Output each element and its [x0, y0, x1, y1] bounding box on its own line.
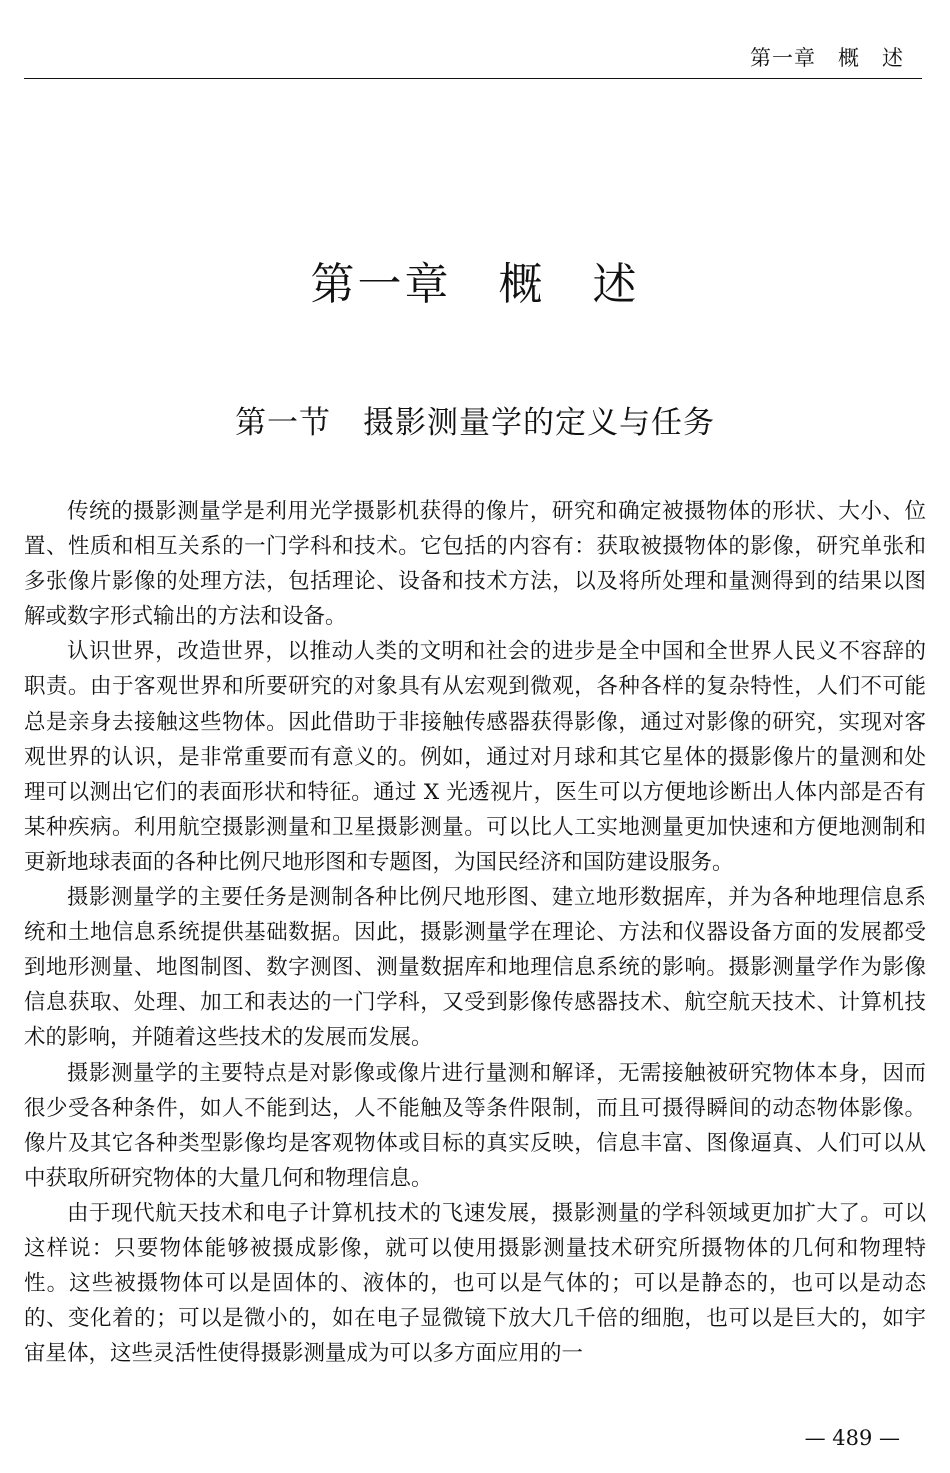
paragraph: 摄影测量学的主要特点是对影像或像片进行量测和解译，无需接触被研究物体本身，因而很少受各种条件，如人不能到达，人不能触及等条件限制，而且可摄得瞬间的动态物体影像。像片及其它各种类型影像均是客观物体或目标的真实反映，信息丰富、图像逼真、人们可以从中获取所研究物体的大量几何和物理信息。	[24, 1060, 926, 1191]
paragraph: 摄影测量学的主要任务是测制各种比例尺地形图、建立地形数据库，并为各种地理信息系统和土地信息系统提供基础数据。因此，摄影测量学在理论、方法和仪器设备方面的发展都受到地形测量、地图制图、数字测图、测量数据库和地理信息系统的影响。摄影测量学作为影像信息获取、处理、加工和表达的一门学科，又受到影像传感器技术、航空航天技术、计算机技术的影响，并随着这些技术的发展而发展。	[24, 885, 926, 1051]
paragraph: 认识世界，改造世界，以推动人类的文明和社会的进步是全中国和全世界人民义不容辞的职责。由于客观世界和所要研究的对象具有从宏观到微观，各种各样的复杂特性，人们不可能总是亲身去接触这些物体。因此借助于非接触传感器获得影像，通过对影像的研究，实现对客观世界的认识，是非常重要而有意义的。例如，通过对月球和其它星体的摄影像片的量测和处理可以测出它们的表面形状和特征。通过 X 光透视片，医生可以方便地诊断出人体内部是否有某种疾病。利用航空摄影测量和卫星摄影测量。可以比人工实地测量更加快速和方便地测制和更新地球表面的各种比例尺地形图和专题图，为国民经济和国防建设服务。	[24, 639, 926, 875]
running-header-title: 第一章 概 述	[750, 46, 904, 70]
paragraph: 由于现代航天技术和电子计算机技术的飞速发展，摄影测量的学科领域更加扩大了。可以这样说：只要物体能够被摄成影像，就可以使用摄影测量技术研究所摄物体的几何和物理特性。这些被摄物体可以是固体的、液体的，也可以是气体的；可以是静态的，也可以是动态的、变化着的；可以是微小的，如在电子显微镜下放大几千倍的细胞，也可以是巨大的，如宇宙星体，这些灵活性使得摄影测量成为可以多方面应用的一	[24, 1200, 926, 1367]
body-text	[24, 494, 926, 1371]
chapter-title: 第一章 概 述	[310, 259, 640, 310]
page-number: — 489 —	[804, 1426, 900, 1450]
section-title: 第一节 摄影测量学的定义与任务	[235, 405, 715, 441]
paragraph: 传统的摄影测量学是利用光学摄影机获得的像片，研究和确定被摄物体的形状、大小、位置、性质和相互关系的一门学科和技术。它包括的内容有：获取被摄物体的影像，研究单张和多张像片影像的处理方法，包括理论、设备和技术方法，以及将所处理和量测得到的结果以图解或数字形式输出的方法和设备。	[24, 499, 926, 630]
running-header	[24, 38, 922, 79]
